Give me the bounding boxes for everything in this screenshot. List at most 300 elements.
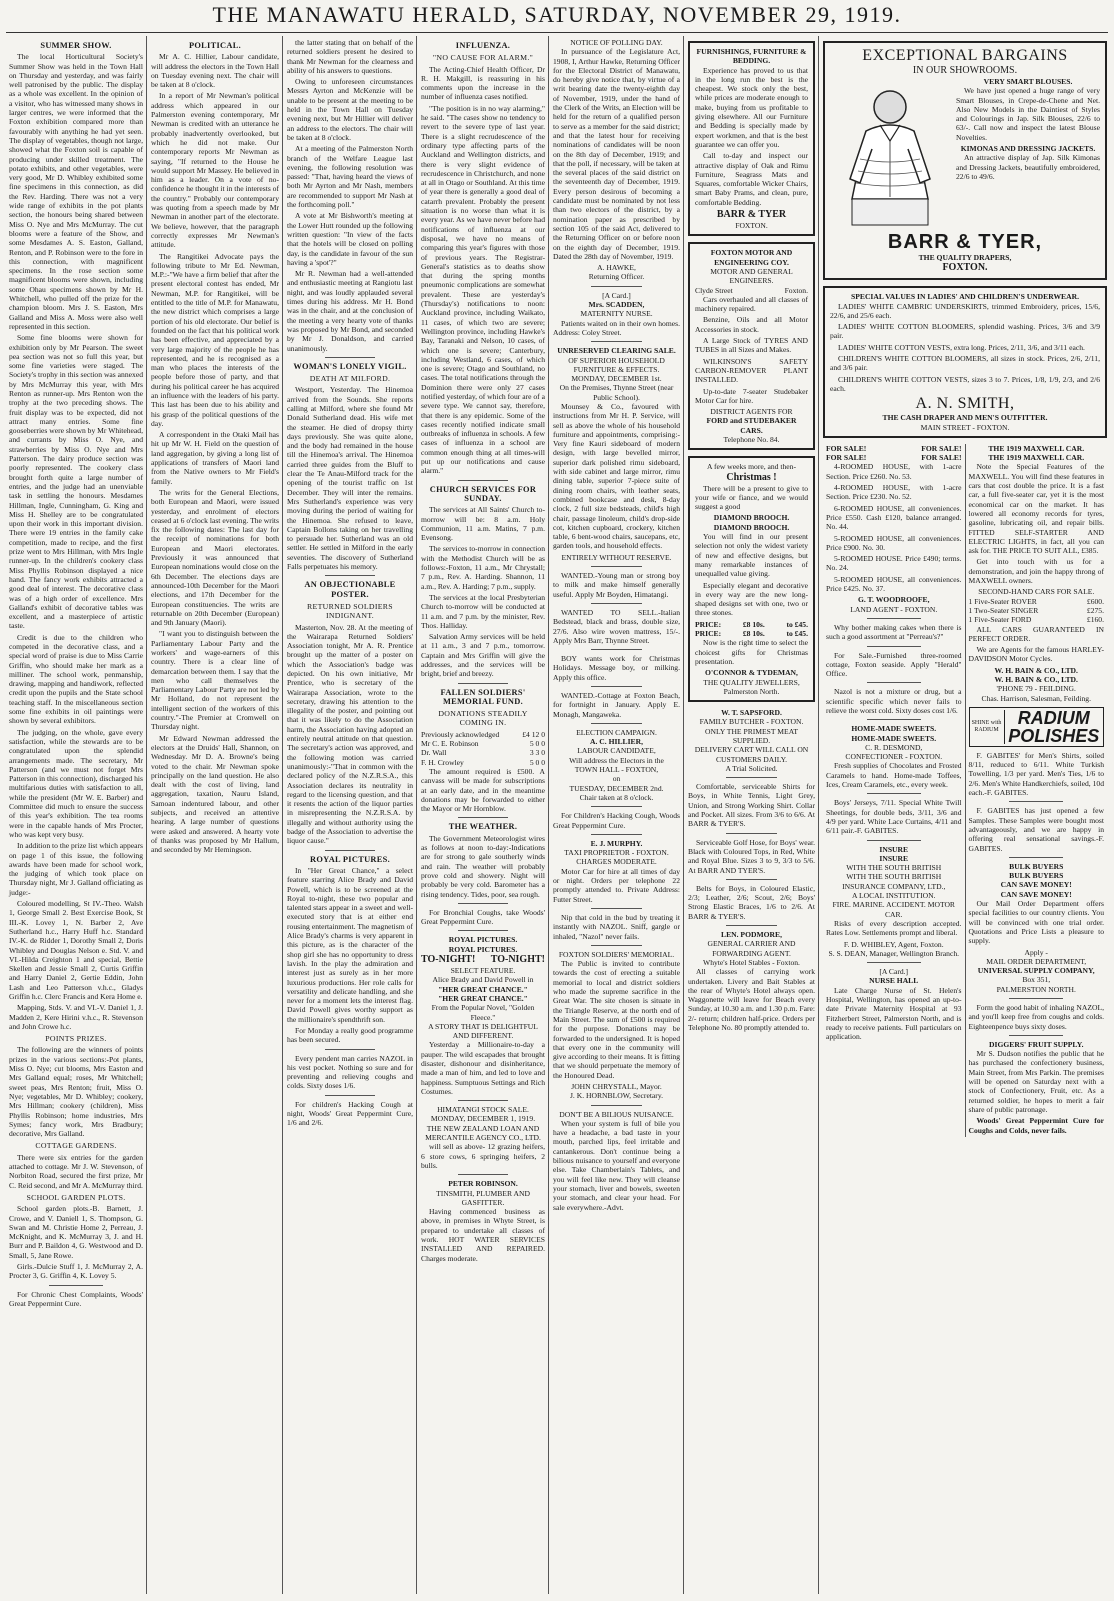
bulk-text: Our Mail Order Department offers special facilities to our country clients. You will be convinced with one trial order. Quotations and Price Lists a pleasure to supply. [968, 899, 1104, 946]
split-ads [823, 444, 1107, 1137]
article-paragraph: Salvation Army services will be held at 11 a.m., 3 and 7 p.m., tomorrow. Captain and Mrs Griffin will give the addresses, and the services will be bright, brief and breezy. [421, 632, 545, 679]
royal-pictures-ad [421, 935, 545, 1096]
furn-text: Experience has proved to us that in the long run the best is the cheapest. We stock only the best, while prices are moderate enough to make, buying from us profitable to giving elsewhere. All our Furniture and Bedding is specially made by expert workmen, and that is the best guarantee we can offer you. [695, 65, 808, 149]
himatangi-title: HIMATANGI STOCK SALE. [437, 1105, 529, 1115]
radium-polishes-ad [969, 707, 1105, 747]
peter-text: Having commenced business as above, in premises in Whyte Street, is prepared to undertake all classes of work. HOT WATER SERVICES INSTALLED AND REPAIRED. Charges moderate. [421, 1207, 545, 1263]
divider [1009, 998, 1063, 999]
clearing-sub: OF SUPERIOR HOUSEHOLD FURNITURE & EFFECTS. [568, 355, 665, 374]
podmore-name: LEN. PODMORE, [721, 930, 782, 940]
article-paragraph: Credit is due to the children who competed in the decorative class, and a special word of praise is due to Miss Carrie Griffin, who should make her mark as a milliner. The school work, penmanship, drawing, mapping and handiwork, reflected credit upon the pupils and the State school teaching staff. In the miscellaneous section some fine exhibits in oil paintings were shown by several exhibitors. [9, 632, 143, 726]
divider [591, 603, 642, 604]
clearing-place: On the Premises, Thynne Street (near Public School). [559, 383, 674, 402]
column-ads [685, 38, 818, 1593]
insure-agent: F. D. WHIBLEY, Agent, Foxton. [843, 939, 944, 949]
royal-tag: A STORY THAT IS DELIGHTFUL AND DIFFERENT. [428, 1021, 538, 1041]
bulk-title: BULK BUYERS [1009, 861, 1064, 871]
article-paragraph: The services to-morrow in connection with the Methodist Church will be as follows:-Foxton, 11 a.m., Mr Chrystall; 7 p.m., Rev. A. Harding. Shannon, 11 a.m., Rev. A. Harding; 7 p.m., supply. [421, 544, 545, 591]
special-title: SPECIAL VALUES IN LADIES' AND CHILDREN'S UNDERWEAR. [851, 292, 1079, 302]
maxwell-text: Get into touch with us for a demonstration, and join the happy throng of MAXWELL owners. [968, 557, 1104, 586]
bargain-title2: IN OUR SHOWROOMS. [912, 65, 1018, 76]
special-item: CHILDREN'S WHITE COTTON VESTS, sizes 3 to 7. Prices, 1/8, 1/9, 2/3, and 2/6 each. [830, 374, 1100, 393]
murphy-sub: CHARGES MODERATE. [576, 857, 657, 867]
subhead-returned-soldiers: RETURNED SOLDIERS INDIGNANT. [307, 601, 393, 621]
motor-text: WILKINSON'S SAFETY CARBON-REMOVER PLANT INSTALLED. [695, 356, 808, 385]
blouse-illustration [830, 79, 950, 229]
article-paragraph: The Rangitikei Advocate pays the following tribute to Mr Ed. Newman, M.P.:-"We have a firm belief that after the present electoral contest has ended, Mr Newman, M.P. for Rangitikei, will be entitled to the title of M.P. for Manawatu, the new district which comprises a large portion of his old electorate. Our belief is founded on the fact that his political work has been effective, and appreciated by a very large majority of the people he has represented, and he is recognised as a man who places the interests of the people before those of party, and that during his political career he has acquired an influence with the leaders of his party. This last has been due to his ability and his grasp of the political questions of the day. [151, 251, 279, 428]
column-summer-show [6, 38, 146, 1593]
royal-feature: "HER GREAT CHANCE." [438, 993, 528, 1003]
bulk-title: CAN SAVE MONEY! [1000, 889, 1072, 899]
shirts-ad: Comfortable, serviceable Shirts for Boys, in White Tennis, Light Grey, Union, and Strong Working Shirt. Collar and Pocket. All sizes. From 3/6 to 6/6. At BARR & TYER'S. [688, 782, 815, 829]
divider [591, 686, 642, 687]
election-title: ELECTION CAMPAIGN. [576, 727, 657, 737]
himatangi-text: will sell as above- 12 grazing heifers, 6 store cows, 6 springing heifers, 2 bulls. [421, 1142, 545, 1170]
divider [591, 723, 642, 724]
headline-womans-lonely-vigil: WOMAN'S LONELY VIGIL. [293, 361, 407, 371]
forsale-label: FOR SALE! [921, 453, 962, 463]
clearing-title: UNRESERVED CLEARING SALE. [557, 346, 676, 356]
fund-donor: F. H. Crowley [421, 757, 464, 767]
royal-tonight: TO-NIGHT! [490, 954, 545, 966]
diggers-text: Mr S. Dudson notifies the public that he has purchased the confectionery business, Main Street, from Mrs Parkin. The premises will be opened on Saturday next with a stock of Confectionery, Fruit, etc. As a returned soldier, he hopes to merit a fair share of public patronage. [968, 1049, 1104, 1114]
advert-line: Every pendent man carries NAZOL in his vest pocket. Nothing so sure and for preventing and relieving coughs and colds. Sixty doses 1/6. [287, 1053, 413, 1091]
insure-sub: WITH THE SOUTH BRITISH [846, 863, 942, 873]
article-paragraph: The Acting-Chief Health Officer, Dr R. H. Makgill, is reassuring in his comments upon the increase in the number of influenza cases notified. [421, 64, 545, 102]
christmas-ad [688, 456, 815, 702]
nurse-title: NURSE HALL [869, 976, 919, 986]
article-paragraph: Coloured modelling, St IV.-Theo. Walsh 1, George Small 2. Best Exercise Book, St III.-K. Lovey 1, N. Barber 2, Ave Sutherland h.c., Harry Huff h.c. Standard IV.-K. de Ridder 1, Dorothy Small 2, Doris Whibley and Douglas Nelson e. Std. V. and VI.-Hilda Creighton 1 and special, Bettie Skellen and Jessie Small 2, Curtis Griffin and Harry Daniel 2, Gertie Eddin, John Lash and Leo Patterson v.h.c., Gladys Griffin h.c. Clerc Francis and Kera Home e. [9, 899, 143, 1001]
subhead-donations: DONATIONS STEADILY COMING IN. [438, 709, 528, 728]
advert-line: For Bronchial Coughs, take Woods' Great Peppermint Cure. [421, 907, 545, 927]
motor-text: Cars overhauled and all classes of machinery repaired. [695, 294, 808, 314]
divider [867, 719, 921, 720]
smith-name: A. N. SMITH, [915, 395, 1015, 413]
radium-tin-icon: SHINE with RADIUM [970, 710, 1005, 744]
royal-from: From the Popular Novel, "Golden Fleece." [431, 1003, 535, 1022]
scadden-card: [A Card.] [602, 290, 631, 300]
forsale-item: 6-ROOMED HOUSE, all conveniences. Price £550. Cash £120, balance arranged. No. 44. [826, 503, 962, 532]
bilious-title: DON'T BE A BILIOUS NUISANCE. [559, 1109, 674, 1119]
fund-amount: 3 3 0 [529, 748, 545, 758]
bulk-box: Box 351, [1022, 975, 1051, 985]
classified-ad: WANTED.-Cottage at Foxton Beach, for fortnight in January. Apply E. Monagh, Mangaweka. [553, 691, 680, 719]
royal-title: ROYAL PICTURES. [448, 935, 518, 945]
article-paragraph: The Government Meteorologist wires as follows at noon to-day:-Indications are for strong to gale southerly winds and rain. The weather will probably prove cold and showery. Night will probably be very cold. Barometer has a rising tendency. Tides, poor, sea rough. [421, 833, 545, 899]
divider [726, 777, 777, 778]
column-display-ads [820, 38, 1110, 1593]
xmas-brooch: DIAMOND BROOCH. [713, 522, 790, 532]
divider [458, 1174, 508, 1175]
sweets-name: C. R. DESMOND, [865, 742, 923, 752]
forsale-item: 4-ROOMED HOUSE, with 1-acre Section. Price £260. No. 53. [826, 462, 962, 481]
royal-tonight: TO-NIGHT! [421, 954, 476, 966]
bain-firm: W. H. BAIN & CO., LTD. [994, 674, 1078, 684]
subhead-death-at-milford: DEATH AT MILFORD. [309, 374, 391, 384]
motor-title: FOXTON MOTOR AND ENGINEERING COY. [710, 248, 793, 267]
column-rule [548, 36, 549, 1594]
royal-sub: SELECT FEATURE. [450, 966, 516, 976]
bain-phone: 'PHONE 79 - FEILDING. [996, 684, 1076, 694]
royal-tonight-row [421, 954, 545, 966]
article-paragraph: Owing to unforeseen circumstances Messrs Ayrton and McKenzie will be unable to be present at the meeting to be held in the Town Hall on Tuesday evening next, but Mr Hillier will deliver an address to the electors. The chair will be taken at 8 o'clock. [287, 77, 413, 142]
bain-firm: W. H. BAIN & CO., LTD. [994, 665, 1078, 675]
article-paragraph: In "Her Great Chance," a select feature starring Alice Brady and David Powell, which is to be screened at the Royal to-night, these two popular and talented stars appear in a sweet and well-executed story that is at either end rousing entertainment. The magnetism of Alice Brady's charms is very apparent in this picture, as is the character of the shop girl she has no opportunity to dress lavish. In the play the admiration and interest just as surely as in her more luxurious productions. Her role calls for versatility and delicate handling, and she never for a moment lets the interest flag. David Powell gives worthy support as the millionaire's spendthrift son. [287, 865, 413, 1024]
furn-title: FURNISHINGS, FURNITURE & BEDDING. [696, 47, 807, 66]
xmas-price-row [695, 620, 808, 629]
xmas-firm: O'CONNOR & TYDEMAN, [705, 668, 798, 678]
election-on: on [612, 774, 621, 784]
polling-sign: A. HAWKE, [597, 263, 636, 273]
article-paragraph: "I want you to distinguish between the Parliamentary Labour Party and the workers' and wage-earners of this country. There is a clear line of demarcation between them. I say that the men who call themselves the Parliamentary Labour Party are not led by Mr Holland, do not represent the intelligent section of the workers of this country."-The Premier at Cromwell on Thursday night. [151, 629, 279, 732]
himatangi-ad [421, 1105, 545, 1170]
divider [726, 925, 777, 926]
memorial-sign: J. K. HORNBLOW, Secretary. [569, 1091, 664, 1101]
motor-ad [688, 242, 815, 450]
murphy-text: Motor Car for hire at all times of day or night. Orders per telephone 22 promptly attended to. Private Address: Futter Street. [553, 866, 680, 904]
motor-text: A Large Stock of TYRES AND TUBES in all Sizes and Makes. [695, 336, 808, 355]
woodroofe-role: LAND AGENT - FOXTON. [850, 604, 938, 614]
column-rule [683, 36, 684, 1594]
bargain-sub: VERY SMART BLOUSES. [983, 77, 1073, 86]
headline-political: POLITICAL. [188, 41, 242, 50]
clearing-end: ENTIRELY WITHOUT RESERVE. [561, 552, 672, 562]
scadden-role: MATERNITY NURSE. [580, 309, 653, 319]
sapsford-cart: DELIVERY CART WILL CALL ON CUSTOMERS DAILY. [694, 745, 809, 764]
sweets-title: HOME-MADE SWEETS. [851, 733, 937, 743]
maxwell-car-row [969, 615, 1105, 624]
bain-sales: Chas. Harrison, Salesman, Feilding. [981, 693, 1091, 703]
fund-amount: 5 0 0 [529, 739, 545, 749]
sweets-title: HOME-MADE SWEETS. [851, 724, 937, 734]
fund-donor: Dr. Wall [421, 748, 447, 758]
divider [867, 618, 921, 619]
price-low: £8 10s. [742, 619, 765, 629]
divider [1009, 857, 1063, 858]
price-low: £8 10s. [742, 629, 765, 639]
barr-tyer-role: THE QUALITY DRAPERS, [918, 253, 1012, 262]
headline-royal-pictures: ROYAL PICTURES. [309, 854, 391, 864]
divider [1009, 801, 1063, 802]
election-chair: Chair taken at 8 o'clock. [579, 792, 654, 802]
bulk-firm: MAIL ORDER DEPARTMENT, [986, 956, 1087, 966]
article-paragraph: Some fine blooms were shown for exhibition only by Mr Pearson. The sweet pea section was not so full this year, but some fine varieties were staged. The Society's trophy in this section was annexed by Mrs McMurray this year, with Mrs Renton as runner-up. Mrs Renton won the trophy at the two preceding shows. The fruit display was to be expected, did not attract many entries. Some fine gooseberries were shown by Mr Whitehead, and currants by Miss O. Nye, and strawberries by Miss O. Nye and Mrs Patterson. The dairy produce section was poorly represented. The cookery class brought forth quite a large number of entries, and the judge had an unenviable task in settling the honours. Mesdames Hillman, Ingle, Cunningham, G. King and Miss H. Shelley are to be congratulated upon their work in this important division. There were 19 entries in the family cake competition, made to recipe, and the first prize went to Mrs Hillman, with Mrs Ingle runner-up. In the children's cookery class Miss Phyllis Robinson displayed a nice hand. The fancy work exhibits attracted a good deal of interest. The decorative class was of a high order of excellence. Mrs Galland's exhibit of decorative tables was excellent, and a masterpiece of artistic taste. [9, 333, 143, 631]
royal-stars: Alice Brady and David Powell in [432, 975, 534, 985]
divider [867, 682, 921, 683]
motor-address [695, 286, 808, 295]
xmas-text: Now is the right time to select the choicest gifts for Christmas presentation. [695, 638, 808, 666]
divider [726, 833, 777, 834]
shirts-ad: Belts for Boys, in Coloured Elastic, 2/3; Leather, 2/6; Scout, 2/6; Boys' Strong Elastic Braces, 1/6 to 2/6. At BARR & TYER'S. [688, 883, 815, 921]
forsale-item: 5-ROOMED HOUSE, all conveniences. Price £900. No. 30. [826, 533, 962, 552]
divider [458, 1100, 508, 1101]
nurse-card: [A Card.] [879, 967, 909, 977]
column-rule [416, 36, 417, 1594]
insure-co: INSURANCE COMPANY, LTD., [842, 881, 946, 891]
article-paragraph: Mr R. Newman had a well-attended and enthusiastic meeting at Rangiotu last night, and was loudly applauded several times during his address. Mr H. Bond was in the chair, and at the conclusion of the meeting a very hearty vote of thanks was proposed by Mr Bond, and seconded by Mr J. Donaldson, and carried unanimously. [287, 269, 413, 353]
sapsford-text: ONLY THE PRIMEST MEAT SUPPLIED. [705, 726, 798, 745]
election-role: LABOUR CANDIDATE, [577, 746, 656, 756]
xmas-role: THE QUALITY JEWELLERS, [703, 677, 800, 687]
special-values-ad [823, 286, 1107, 438]
smith-role: THE CASH DRAPER AND MEN'S OUTFITTER. [882, 413, 1048, 423]
xmas-price-row [695, 629, 808, 638]
insure-text: Risks of every description accepted. Rates Low. Settlements prompt and liberal. [826, 918, 962, 938]
bulk-apply: Apply - [1024, 947, 1048, 957]
column-political [148, 38, 282, 1593]
divider [458, 683, 508, 684]
sapsford-trial: A Trial Solicited. [725, 763, 778, 773]
motor-agents: DISTRICT AGENTS FOR [710, 407, 793, 417]
masthead: THE MANAWATU HERALD, SATURDAY, NOVEMBER 29, 1919. [212, 2, 902, 27]
insure-title: INSURE [879, 844, 909, 854]
article-paragraph: A vote at Mr Bishworth's meeting at the Lower Hutt rounded up the following written question: "In view of the facts that the hotels will be closed on polling day, is the candidate in favour of the sun having a 'spot'?" [287, 211, 413, 267]
diggers-title: DIGGERS' FRUIT SUPPLY. [989, 1039, 1084, 1049]
bargain-text: We have just opened a huge range of very Smart Blouses, in Crepe-de-Chene and Net. Also New Models in the Daintiest of Styles and Colourings in Jap. Silk Blouses, 22/6 to 63/-. Call now and inspect the latest Blouse Novelties. [956, 86, 1100, 142]
motor-sub: MOTOR AND GENERAL ENGINEERS. [710, 266, 793, 286]
maxwell-title: THE 1919 MAXWELL CAR. [988, 453, 1085, 463]
divider [591, 945, 642, 946]
election-text: Will address the Electors in the [569, 755, 664, 765]
polling-role: Returning Officer. [588, 272, 645, 282]
car-price: £160. [1086, 615, 1104, 625]
advert-line: Woods' Great Peppermint Cure for Coughs and Colds, never fails. [968, 1116, 1104, 1135]
article-paragraph: A correspondent in the Otaki Mail has hit up Mr W. H. Field on the question of land aggregation, by giving a long list of applications of transfers of Maori land from the Native owners to Mr Field's family. [151, 430, 279, 486]
furn-text: Call to-day and inspect our attractive display of Oak and Rimu Furniture, Seagrass Mats and Squares, comfortable Wicker Chairs, smart Baby Prams, and clean, pure, comfortable Bedding. [695, 151, 808, 207]
article-paragraph: The local Horticultural Society's Summer Show was held in the Town Hall on Thursday and yesterday, and was fairly well patronised by the public. The display as a whole was excellent. In the opinion of a visitor, who has witnessed many shows in larger centres, we were informed that the Foxton exhibition compared more than favourably with anything he had yet seen. The display of vegetables, though not large, showed what the Foxton soil is capable of producing under skilled treatment. The potato exhibits, and other vegetables, were very good, Mr D. Whibley exhibited some fine specimens in this connection, as did the Rev. Harding. There was not a very wide range of exhibits in the pot plants section, the honours being shared between Miss O. Nye and Mrs McMurray. The cut blooms were a feature of the Show, and some Mesdames A. S. Easton, Galland, Renton, and P. Robinson were to the fore in this connection, with magnificent specimens. In the rose section some magnificent blooms were shown, including some Ohau specimens shown by Mr H. Whitchell, who pulled off the prize for the champion bloom. Mrs J. S. Easton, Mrs Galland and Miss A. Moss were also well represented in this section. [9, 52, 143, 331]
advert-line: For children's Hacking Cough at night, Woods' Great Peppermint Cure, 1/6 and 2/6. [287, 1099, 413, 1128]
maxwell-car-row [969, 597, 1105, 606]
divider [1009, 1035, 1063, 1036]
article-paragraph: Girls.-Dulcie Stuff 1, J. McMurray 2, A. Procter 3, G. Griffin 4, K. Lovey 5. [9, 1262, 143, 1281]
maxwell-text: ALL CARS GUARANTEED IN PERFECT ORDER. [968, 624, 1104, 643]
article-paragraph: "The position is in no way alarming," he said. "The cases show no tendency to revert to the severe type of last year. There is a slight recrudescence of the ordinary type affecting parts of the Auckland and Wellington districts, and there is very slight evidence of recrudescence in Christchurch, and none at all in Otago or Southland. At this time of year there is generally a good deal of catarrh prevalent. Probably the present situation is no worse than what it is every year. As we have never before had notifications of influenza at our disposal, we have no means of comparing this year's figures with those of previous years. The Registrar-General's statistics as to deaths show that during the spring months pneumonic complications are somewhat prevalent. These are yesterday's (Thursday's) notifications to noon: Auckland province, including Waikato, 11 cases, of which two are severe; Wellington province, including Hawke's Bay, Taranaki and Nelson, 10 cases, of which one is severe; Canterbury, including Westland, 6 cases, of which one is severe; Otago and Southland, no cases. The total notifications through the Dominion there were only 27 cases notified yesterday, of which four are of a severe type. We cannot say, therefore, that there is any epidemic. Some of the cases recently notified indicate small outbreaks of influenza in schools. A few cases of influenza in a school are common enough thing at all times-will put up our notifications and cause alarm." [421, 103, 545, 476]
motor-street: Clyde Street [695, 285, 733, 295]
advert-line: For Chronic Chest Complaints, Woods' Great Peppermint Cure. [9, 1289, 143, 1308]
sapsford-role: FAMILY BUTCHER - FOXTON. [699, 717, 804, 727]
advert-line: For Children's Hacking Cough, Woods Great Peppermint Cure. [553, 811, 680, 830]
article-paragraph: The judging, on the whole, gave every satisfaction, while the stewards are to be congratulated upon the splendid arrangements made. The secretary, Mr Patterson (and we must not forget Mrs Patterson in this connection), discharged his multifarious duties with satisfaction to all, while the president (Mr W. E. Barber) and Committee did much to ensure the success of this year's exhibition. The tea rooms were in the capable hands of Mrs Procter, who was kept very busy. [9, 727, 143, 839]
headline-summer-show: SUMMER SHOW. [40, 41, 112, 50]
car-price: £600. [1086, 596, 1104, 606]
divider [591, 1105, 642, 1106]
divider [867, 962, 921, 963]
sweets-role: CONFECTIONER - FOXTON. [845, 752, 943, 762]
fund-row [421, 758, 545, 767]
advert-line: Why bother making cakes when there is such a good assortment at "Perreau's?" [826, 622, 962, 642]
kimonas-text: An attractive display of Jap. Silk Kimonas and Dressing Jackets, beautifully embroidered, 22/6 to 49/6. [956, 153, 1100, 181]
motor-tel: Telephone No. 84. [723, 434, 780, 444]
bargain-title: EXCEPTIONAL BARGAINS [862, 47, 1068, 64]
murphy-name: E. J. MURPHY. [590, 838, 643, 848]
advert-line: Nazol is not a mixture or drug, but a scientific specific which never fails to relieve the worst cold. Sixty doses cost 1/6. [826, 687, 962, 715]
divider [458, 903, 508, 904]
special-item: CHILDREN'S WHITE COTTON BLOOMERS, all sizes in stock. Prices, 2/6, 2/11, and 3/6 pair. [830, 354, 1100, 373]
maxwell-car-row [969, 606, 1105, 615]
article-paragraph: Mr A. C. Hillier, Labour candidate, will address the electors in the Town Hall on Tuesday evening next. The chair will be taken at 8 o'clock. [151, 52, 279, 90]
sapsford-name: W. T. SAPSFORD. [721, 708, 782, 718]
article-paragraph: Mapping, Stds. V. and VI.-V. Daniel 1, J. Madden 2, Kere Hirini v.h.c., R. Stevenson and John Crowe h.c. [9, 1003, 143, 1031]
article-paragraph: Westport, Yesterday. The Hinemoa arrived from the Sounds. She reports calling at Milford, where she found Mr Donald Sutherland dead. His wife met the steamer. He died of dropsy thirty days previously. She was quite alone, and the body had remained in the house till the Hinemoa's arrival. The Hinemoa carried three guides from the Bluff to clear the Te Anau-Milford track for the opening of the tourist traffic on 1st December. They will inter the remains. Mrs Sutherland's experience was very moving during the period of waiting for the Hinemoa. She refused to leave, Captain Bollons taking on her travelling to persuade her. Sutherland was an old settler. He settled in Milford in the early seventies. The discovery of Sutherland Falls perpetuates his memory. [287, 385, 413, 572]
divider [49, 1285, 103, 1286]
royal-blurb: Yesterday a Millionaire-to-day a pauper. The wild escapades that brought disaster, dishonour and disinheritance, made a man of him, and led to love and happiness. Sumptuous Settings and Rich Costumes. [421, 1040, 545, 1096]
election-place: TOWN HALL - FOXTON, [574, 765, 659, 775]
headline-church-services: CHURCH SERVICES FOR SUNDAY. [429, 484, 537, 503]
forsale-label: FOR SALE! [826, 443, 867, 453]
column-news [284, 38, 416, 1593]
subhead-no-cause-for-alarm: "NO CAUSE FOR ALARM." [432, 53, 534, 63]
gabites-ad: F. GABITES has just opened a few Samples. These Samples were bought most advantageously, and we are happy in offering real sensational savings.-F. GABITES. [968, 806, 1104, 853]
column-rule [818, 36, 819, 1594]
furn-firm: BARR & TYER [716, 209, 787, 221]
divider [591, 566, 642, 567]
maxwell-text: We are Agents for the famous HARLEY-DAVIDSON Motor Cycles. [968, 645, 1104, 664]
headline-influenza: INFLUENZA. [455, 41, 511, 50]
fund-amount: 5 0 0 [529, 757, 545, 767]
divider [325, 1049, 375, 1050]
maxwell-text: Note the Special Features of the MAXWELL. You will find these features in cars that cost double the price. It is a fast car, a full five-seater car, yet it is the most economical car on the market. It has lowered all economy records for tyres, gasoline, lubricating oil, and repair bills. FITTED SELF-STARTER AND ELECTRIC LIGHTS, in fact, all you can ask for. THE PRICE TO SUIT ALL, £385. [968, 462, 1104, 556]
article-paragraph: School garden plots.-B. Barnett, J. Crowe, and V. Daniell 1, S. Thompson, G. Swan and M. Christie Home 2, Perreau, J. McKnight, and K. McMurray 3, J. and H. Burr and P. Baildon 4, G. Westwood and D. Small, 5, Jane Rowe. [9, 1204, 143, 1260]
divider [867, 840, 921, 841]
article-paragraph: the latter stating that on behalf of the returned soldiers present he desired to thank Mr Newman for the clearness and ability of his answers to questions. [287, 38, 413, 75]
subhead-cottage-gardens: COTTAGE GARDENS. [35, 1141, 117, 1151]
forsale-label: FOR SALE! [826, 453, 867, 463]
special-item: LADIES' WHITE COTTON VESTS, extra long. Prices, 2/11, 3/6, and 3/11 each. [838, 342, 1085, 352]
car-name: 1 Five-Seater FORD [968, 615, 1032, 625]
himatangi-date: MONDAY, DECEMBER 1, 1919. [430, 1114, 536, 1124]
price-label: PRICE: [695, 629, 722, 639]
classified-ad: WANTED.-Young man or strong boy to milk and make himself generally useful. Apply Mr Boyden, Himatangi. [553, 571, 680, 599]
divider [458, 480, 508, 481]
article-paragraph: The services at the local Presbyterian Church to-morrow will be conducted at 11 a.m. and 7 p.m. by the minister, Rev. Thos. Halliday. [421, 592, 545, 630]
subhead-points-prizes: POINTS PRIZES. [45, 1034, 107, 1044]
election-name: A. C. HILLIER, [590, 737, 643, 747]
advert-line: For Sale.-Furnished three-roomed cottage, Foxton seaside. Apply "Herald" Office. [826, 650, 962, 679]
column-notices [550, 38, 683, 1593]
left-ads [823, 444, 965, 1137]
divider [458, 817, 508, 818]
fund-row [421, 748, 545, 757]
article-paragraph: The following are the winners of points prizes in the various sections:-Pot plants, Miss O. Nye; cut blooms, Mrs Easton and Mrs Galland equal; roses, Mr Whitchell; sweet peas, Mrs Renton; fruit, Miss O. Nye; vegetables, Mr D. Whibley; cookery, Mrs Hillman; cookery (children), Miss Phyllis Robinson; home industries, Mrs Symes; fancy work, Mrs Bradbury; decorative, Mrs Galland. [9, 1045, 143, 1139]
xmas-text: Especially elegant and decorative in every way are the new long-shaped designs set with one, two or three stones. [695, 580, 808, 618]
insure-title: INSURE [879, 853, 909, 863]
column-rule [146, 36, 147, 1594]
divider [325, 357, 375, 358]
royal-feature: "HER GREAT CHANCE." [438, 984, 528, 994]
car-name: 1 Five-Seater ROVER [968, 596, 1037, 606]
himatangi-co: THE NEW ZEALAND LOAN AND MERCANTILE AGENCY CO., LTD. [425, 1123, 541, 1143]
motor-text: Up-to-date 7-seater Studebaker Motor Car for hire. [695, 386, 808, 405]
xmas-text: There will be a present to give to your wife or fiance, and we would suggest a good [695, 483, 808, 512]
podmore-role: GENERAL CARRIER AND FORWARDING AGENT. [707, 939, 796, 958]
royal-title: ROYAL PICTURES. [448, 944, 518, 954]
insure-local: A LOCAL INSTITUTION. [852, 891, 936, 901]
article-paragraph: In a report of Mr Newman's political address which appeared in our Palmerston evening contemporary, Mr Newman is credited with an utterance he probably inadvertently overlooked, but which he did not make. Our contemporary reports Mr Newman as saying, "If returned to the House he would support Mr Massey. He believed in him as a leader. On a vote of no-confidence he thought it in the interests of the country." Probably our contemporary was quoting from a speech made by Mr Newman in another part of the electorate. We believe, however, that the paragraph correctly expresses Mr Newman's attitude. [151, 91, 280, 250]
motor-town: Foxton. [784, 285, 808, 295]
election-date: TUESDAY, DECEMBER 2nd. [569, 783, 664, 793]
xmas-place: Palmerston North. [723, 686, 780, 696]
article-paragraph: At a meeting of the Palmerston North branch of the Welfare League last evening, the following resolution was passed: "That, having heard the views of both Mr Ayrton and Mr Nash, members are recommended to support Mr Nash at the forthcoming poll." [287, 144, 413, 210]
masthead-rule [6, 32, 1108, 33]
special-item: LADIES' WHITE CAMBRIC UNDERSKIRTS, trimmed Embroidery, prices, 15/6, 22/6, and 25/6 each. [830, 301, 1100, 320]
memorial-title: FOXTON SOLDIERS' MEMORIAL. [558, 949, 675, 959]
fund-row [421, 739, 545, 748]
column-influenza [418, 38, 548, 1593]
special-item: LADIES' WHITE COTTON BLOOMERS, splendid washing. Prices, 3/6 and 3/9 pair. [830, 322, 1100, 341]
advert-line: Form the good habit of inhaling NAZOL, and you'll keep free from coughs and colds. Eighteenpence buys sixty doses. [968, 1003, 1104, 1031]
bulk-place: PALMERSTON NORTH. [996, 984, 1076, 994]
car-name: 1 Two-Seater SINGER [968, 605, 1039, 615]
divider [325, 575, 375, 576]
memorial-sign: JOHN CHRYSTALL, Mayor. [571, 1081, 662, 1091]
classified-ad: WANTED TO SELL.-Italian Bedstead, black and brass, double size, 27/6. Also wire woven mattress, 15/-. Apply Mrs Barr, Thynne Street. [553, 607, 680, 645]
divider [867, 793, 921, 794]
motor-brands: FORD and STUDEBAKER CARS. [706, 416, 797, 435]
insure-types: FIRE. MARINE. ACCIDENT. MOTOR CAR. [832, 900, 955, 919]
peter-robinson-ad [421, 1179, 545, 1263]
murphy-role: TAXI PROPRIETOR - FOXTON. [564, 848, 669, 858]
advert-line: Nip that cold in the bud by treating it instantly with NAZOL. Sniff, gargle or inhaled, "Nazol" never fails. [553, 912, 680, 941]
bilious-text: When your system is full of bile you have a headache, a bad taste in your mouth, parched lips, feel irritable and cantankerous. Don't continue being a bilious nuisance to yourself and everyone else. Take Chamberlain's Tablets, and you will feel like new. They will cleanse your stomach, liver and bowels, sweeten your stomach, and clear your head. For sale everywhere.-Advt. [553, 1118, 680, 1212]
kimonas-title: KIMONAS AND DRESSING JACKETS. [960, 144, 1096, 154]
gabites-ad: Boys' Jerseys, 7/11. Special White Twill Sheetings, for double beds, 3/11, 3/6 and 4/9 per yard. White Lace Curtains, 4/11 and 6/11 pair.-F. GABITES. [826, 798, 962, 836]
polling-text: In pursuance of the Legislature Act, 1908, I, Arthur Hawke, Returning Officer for the Electoral District of Manawatu, do hereby give notice that, by virtue of a writ bearing date the twenty-eighth day of November, 1919, under the hand of the Clerk of the Writs, an Election will be held for the return of a qualified person to serve as a member for the said district; and that the latest hour for receiving nominations of candidates will be noon on the 8th day of December, 1919; and that the poll, if necessary, will be taken at the several places of the said district on the seventeenth day of December, 1919. Every person desirous of becoming a candidate must be nominated by not less than two electors of the district, by a nomination paper as prescribed by section 105 of the said Act, delivered to the Returning Officer on or before noon on the eighth day of December, 1919. Dated the 28th day of November, 1919. [553, 47, 680, 261]
barr-tyer-place: FOXTON. [942, 262, 988, 274]
clearing-text: Mounsey & Co., favoured with instructions from Mr H. P. Service, will sell as above the whole of his household furniture and appointments, comprising:- Very fine Kauri sideboard of modern design, with large bevelled mirror, superior dark polished rimu sideboard, with side cabinet and large mirror, rimu dining table, superior 7-piece suite of dining room chairs, with leather seats, combined bookcase and desk, 8-day clock, 2 full size bedsteads, child's high chair, passage linoleum, child's drop-side cot, kitchen cupboard, crockery, kitchen table, 6 bent-wood chairs, saucepans, etc, garden tools, and household effects. [553, 401, 680, 551]
peter-title: PETER ROBINSON. [448, 1179, 518, 1189]
gabites-ad: F. GABITES' for Men's Shirts, soiled 8/11, reduced to 6/11. White Turkish Towelling, 1/3 per yard. Men's Ties, 1/6 to 2/6. Men's White Handkerchiefs, soiled, 10d each.-F. GABITES. [968, 750, 1104, 798]
headline-weather: THE WEATHER. [448, 822, 518, 832]
article-paragraph: In addition to the prize list which appears on page 1 of this issue, the following awards have been made for school work, the judging of which took place on Thursday night, Mr J. Galland officiating as judge:- [9, 841, 143, 897]
bulk-firm: UNIVERSAL SUPPLY COMPANY, [977, 966, 1095, 976]
maxwell-title: THE 1919 MAXWELL CAR. [988, 443, 1085, 453]
fund-donor: Previously acknowledged [421, 729, 500, 739]
price-high: to £45. [786, 629, 808, 639]
scadden-text: Patients waited on in their own homes. Address: Coley Street. [553, 318, 680, 337]
divider [591, 341, 642, 342]
article-paragraph: For Monday a really good programme has been secured. [287, 1025, 413, 1045]
shirts-ad: Serviceable Golf Hose, for Boys' wear. Black with Coloured Tops, in Red, White and Royal Blue. Sizes 3 to 9, 3/3 to 5/6. At BARR AND TYER'S. [688, 837, 815, 875]
price-label: PRICE: [695, 619, 722, 629]
article-paragraph: The services at All Saints' Church to-morrow will be: 8 a.m. Holy Communion, 11 a.m. Matins, 7 p.m. Evensong. [421, 505, 545, 543]
podmore-text: All classes of carrying work undertaken. Livery and Bait Stables at the rear of Whyte's Hotel always open. Waggonette will leave for Beach every Sunday, at 10.30 a.m. and 1.30 p.m. Fare: 2/- return; children half-price. Orders per Telephone No. 80 promptly attended to. [688, 967, 815, 1033]
barr-tyer-logo: BARR & TYER, [887, 231, 1043, 253]
clearing-date: MONDAY, DECEMBER 1st. [571, 374, 662, 384]
fund-row [421, 730, 545, 739]
headline-memorial-fund: FALLEN SOLDIERS' MEMORIAL FUND. [440, 687, 526, 706]
right-ads [965, 444, 1108, 1137]
forsale-item: 5-ROOMED HOUSE. Price £490; terms. No. 24. [826, 554, 962, 573]
motor-text: Benzine, Oils and all Motor Accessories in stock. [695, 315, 808, 334]
forsale-item: 5-ROOMED HOUSE, all conveniences. Price £425. No. 37. [826, 574, 962, 594]
article-paragraph: Masterton, Nov. 28. At the meeting of the Wairarapa Returned Soldiers' Association tonight, Mr A. R. Prentice brought up the matter of a poster on which the Association's badge was depicted. On his own initiative, Mr Prentice, who is secretary of the Wairarapa Association, wrote to the secretary, drawing his attention to the illegality of the poster, and pointing out that it was likely to do the Association harm, the Association having adopted an entirely neutral attitude on that question. The secretary's action was approved, and the following motion was carried unanimously:-"That in common with the declared policy of the N.Z.R.S.A., this Association declares its neutrality in regard to the licensing question, and that it resents the action of the liquor parties in misrepresenting the N.Z.R.S.A. by illegally and without authority using the badge of the Association to advertise the liquor cause." [287, 622, 413, 846]
furn-place: FOXTON. [735, 221, 768, 231]
fund-donor: Mr C. E. Robinson [421, 739, 479, 749]
article-paragraph: There were six entries for the garden attached to cottage. Mr J. W. Stevenson, of Norbiton Road, secured the first prize, Mr C. Reid second, and Mr A. McMurray third. [9, 1152, 143, 1190]
xmas-text: You will find in our present selection not only the widest variety of new and effective designs, but many remarkable instances of unequalled value giving. [695, 532, 808, 579]
article-paragraph: The amount required is £500. A canvass will be made for subscriptions at an early date, and in the meantime donations may be forwarded to either the Mayor or Mr Hornblow. [421, 766, 545, 814]
woodroofe-name: G. T. WOODROOFE, [857, 595, 930, 605]
memorial-text: The Public is invited to contribute towards the cost of erecting a suitable memorial to local and district soldiers who made the supreme sacrifice in the Great War. The site chosen is situate in the Triangle Reserve, at the north end of Main Street. The sum of £500 is required for the purpose. Donations may be forwarded to the undersigned. It is hoped that every one in the community will give according to their means. It is fitting that we should perpetuate the memory of the Honoured Dead. [553, 959, 680, 1080]
furnishings-ad [688, 41, 815, 236]
bulk-title: BULK BUYERS [1009, 871, 1064, 881]
scadden-name: Mrs. SCADDEN, [588, 300, 645, 310]
article-paragraph: Mr Edward Newman addressed the electors at the Druids' Hall, Shannon, on Wednesday. Mr D. A. Browne's being voted to the chair. Mr Newman spoke principally on the land question. He also dealt with the cost of living, land aggregation, taxation, Nauru Island, Samoan indentured labour, and other subjects, and received an attentive hearing. A large number of questions were asked and answered. A hearty vote of thanks was proposed by Mr Hallum, and seconded by Mr Hemingson. [151, 733, 279, 855]
divider [325, 850, 375, 851]
column-rule [282, 36, 283, 1594]
peter-sub: TINSMITH, PLUMBER AND GASFITTER. [436, 1188, 530, 1207]
xmas-intro: A few weeks more, and then- [707, 462, 796, 472]
